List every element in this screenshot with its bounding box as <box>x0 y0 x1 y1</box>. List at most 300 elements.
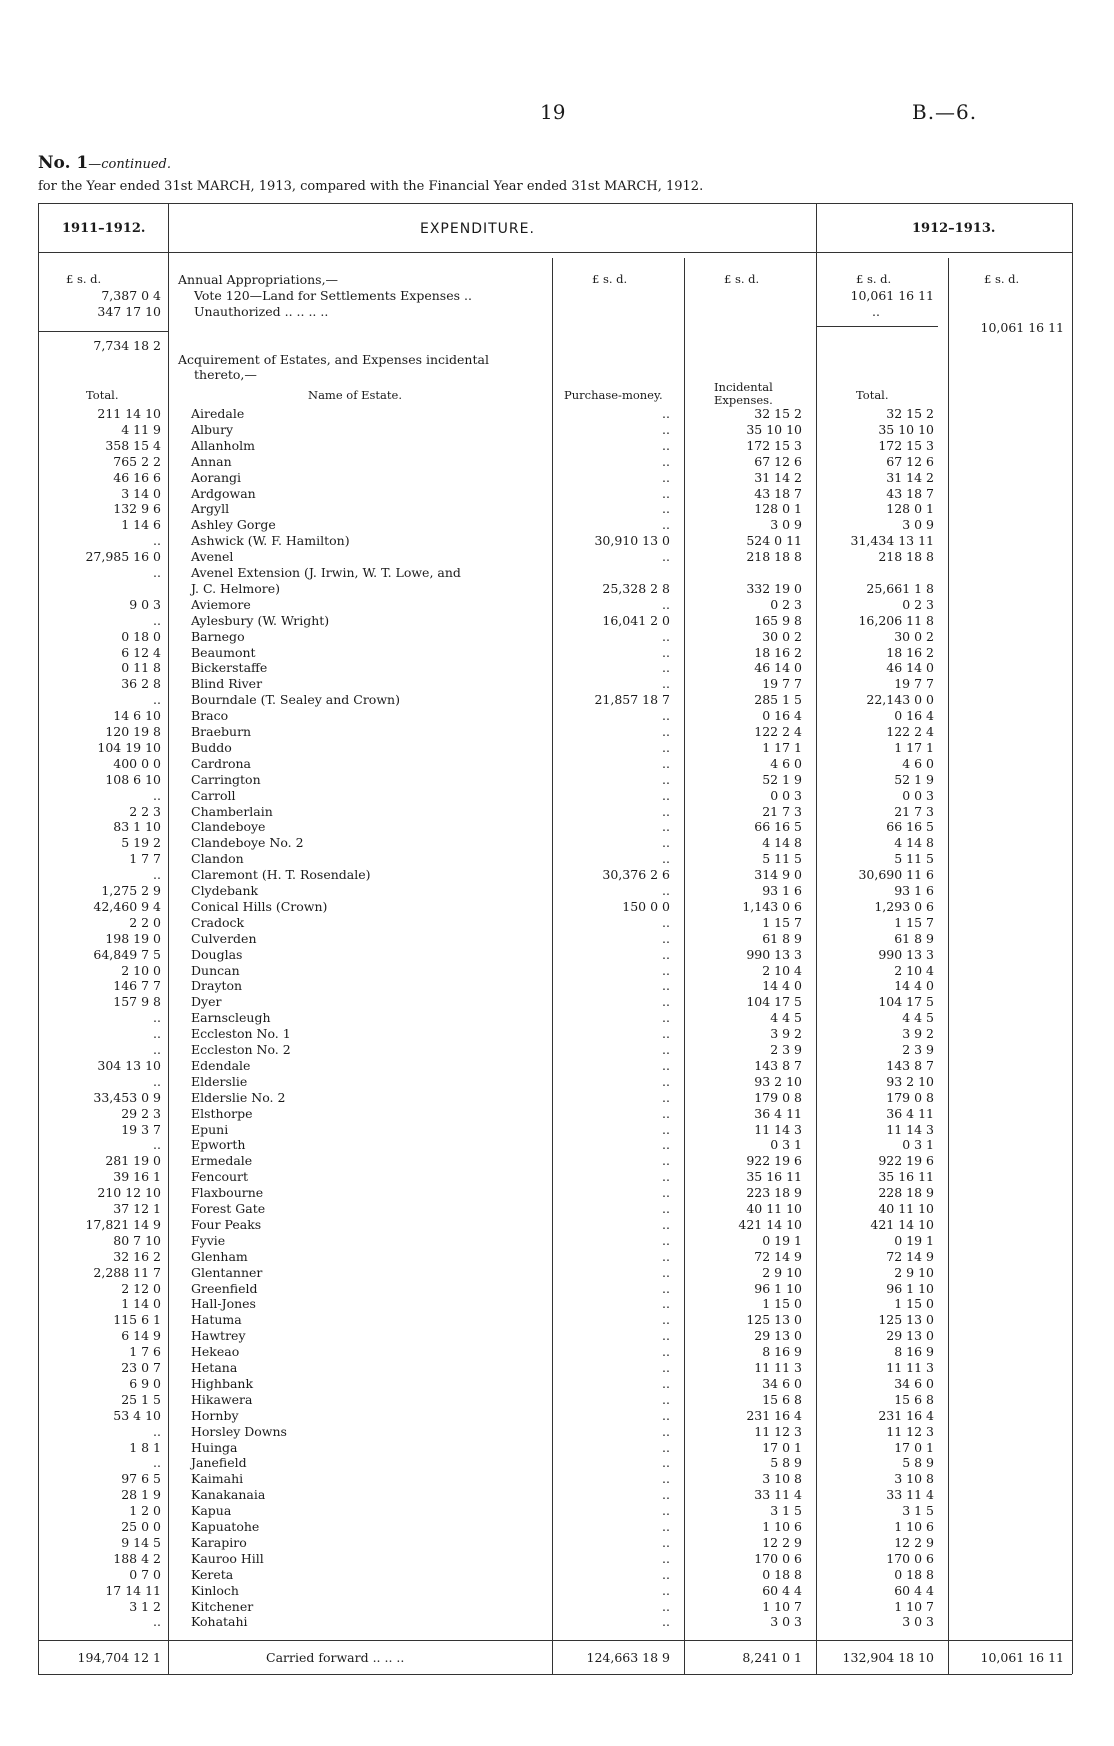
incidental-expenses-cell: 3 0 3 <box>770 1614 802 1630</box>
estate-name-cell: Edendale <box>191 1057 251 1073</box>
purchase-money-cell: .. <box>662 771 670 787</box>
table-row <box>0 1058 1114 1074</box>
prev-total-cell: 157 9 8 <box>113 994 161 1010</box>
table-row <box>0 804 1114 820</box>
total-cell: 5 11 5 <box>894 851 934 867</box>
prev-total-cell: 42,460 9 4 <box>93 898 161 914</box>
total-cell: 1 10 7 <box>894 1598 934 1614</box>
estate-name-cell: Kanakanaia <box>191 1487 266 1503</box>
total-cell: 93 1 6 <box>894 883 934 898</box>
incidental-expenses-cell: 223 18 9 <box>746 1185 802 1201</box>
purchase-money-cell: .. <box>662 1503 670 1519</box>
estate-name-cell: Fencourt <box>191 1169 249 1185</box>
incidental-expenses-cell: 14 4 0 <box>762 978 802 994</box>
prev-total-cell: .. <box>153 612 161 628</box>
incidental-expenses-cell: 4 14 8 <box>762 835 802 851</box>
incidental-expenses-cell: 46 14 0 <box>754 660 802 676</box>
table-row <box>0 1201 1114 1217</box>
total-cell: 990 13 3 <box>878 946 934 962</box>
total-cell: 2 10 4 <box>894 962 934 978</box>
incidental-expenses-cell: 19 7 7 <box>762 676 802 692</box>
incidental-expenses-cell: 30 0 2 <box>762 628 802 644</box>
purchase-money-cell: .. <box>662 819 670 835</box>
total-cell: 0 3 1 <box>902 1137 934 1153</box>
prev-total-cell: 3 14 0 <box>121 485 161 501</box>
table-row <box>0 565 1114 581</box>
estate-name-cell: Hetana <box>191 1360 238 1375</box>
incidental-expenses-cell: 3 9 2 <box>770 1026 802 1042</box>
incidental-expenses-cell: 165 9 8 <box>754 612 802 628</box>
prev-total-cell: 2 2 3 <box>129 803 161 819</box>
table-row <box>0 1185 1114 1201</box>
total-cell: 104 17 5 <box>878 994 934 1010</box>
incidental-expenses-cell: 314 9 0 <box>754 867 802 883</box>
purchase-money-cell: .. <box>662 1360 670 1375</box>
table-row <box>0 517 1114 533</box>
purchase-money-cell: .. <box>662 1550 670 1566</box>
purchase-money-cell: .. <box>662 851 670 867</box>
table-row <box>0 788 1114 804</box>
purchase-money-label: Purchase-money. <box>564 388 663 402</box>
footer-purchase-total: 124,663 18 9 <box>586 1650 670 1665</box>
prev-total-cell: .. <box>153 565 161 580</box>
total-cell: 31 14 2 <box>886 469 934 485</box>
incidental-expenses-cell: 332 19 0 <box>746 580 802 596</box>
prev-total-cell: 14 6 10 <box>113 708 161 724</box>
total-cell: 29 13 0 <box>886 1328 934 1344</box>
incidental-expenses-cell: 421 14 10 <box>738 1216 802 1232</box>
total-cell: 52 1 9 <box>894 771 934 787</box>
table-row <box>0 676 1114 692</box>
incidental-expenses-cell: 218 18 8 <box>746 549 802 565</box>
table-row <box>0 1169 1114 1185</box>
estate-name-cell: Forest Gate <box>191 1201 266 1216</box>
incidental-expenses-cell: 35 10 10 <box>746 421 802 437</box>
estate-name-cell: Dyer <box>191 994 222 1010</box>
estate-name-cell: Glenham <box>191 1248 248 1264</box>
incidental-expenses-cell: 35 16 11 <box>746 1169 802 1185</box>
appropriations-right: 10,061 16 11 <box>980 320 1064 335</box>
total-cell: 172 15 3 <box>878 437 934 453</box>
table-row <box>0 533 1114 549</box>
prev-total-cell: 0 18 0 <box>121 628 161 644</box>
estate-name-cell: Buddo <box>191 739 232 755</box>
purchase-money-cell: .. <box>662 469 670 485</box>
rule-subtotal-right <box>816 326 938 327</box>
incidental-expenses-cell: 31 14 2 <box>754 469 802 485</box>
prev-total-cell: 80 7 10 <box>113 1232 161 1248</box>
estate-name-cell: Flaxbourne <box>191 1185 264 1201</box>
purchase-money-cell: .. <box>662 724 670 739</box>
carried-forward-label: Carried forward .. .. .. <box>266 1650 405 1665</box>
purchase-money-cell: .. <box>662 485 670 501</box>
total-cell: 11 11 3 <box>886 1360 934 1375</box>
incidental-expenses-cell: 1 10 6 <box>762 1519 802 1534</box>
table-row <box>0 470 1114 486</box>
unauth-label: Unauthorized .. .. .. .. <box>194 304 329 319</box>
prev-total-cell: 6 14 9 <box>121 1328 161 1344</box>
table-row <box>0 1344 1114 1360</box>
incidental-expenses-cell: 2 10 4 <box>762 962 802 978</box>
purchase-money-cell: .. <box>662 994 670 1010</box>
subtotal-prev: 7,734 18 2 <box>93 338 161 353</box>
table-row <box>0 740 1114 756</box>
estate-name-cell: Highbank <box>191 1375 254 1391</box>
total-cell: 5 8 9 <box>902 1455 934 1471</box>
estate-name-cell: Kinloch <box>191 1582 239 1598</box>
estate-name-cell: Epworth <box>191 1137 246 1153</box>
prev-total-cell: 46 16 6 <box>113 469 161 485</box>
estate-name-cell: Clandon <box>191 851 244 867</box>
table-row <box>0 1106 1114 1122</box>
estate-name-cell: Kapua <box>191 1503 232 1519</box>
table-row <box>0 438 1114 454</box>
continued-text: —continued. <box>88 157 172 172</box>
continued-heading <box>38 153 171 173</box>
total-cell: 11 14 3 <box>886 1121 934 1137</box>
incidental-expenses-cell: 0 18 8 <box>762 1566 802 1582</box>
prev-total-cell: 146 7 7 <box>113 978 161 994</box>
total-cell: 1 10 6 <box>894 1519 934 1534</box>
prev-total-cell: 6 12 4 <box>121 644 161 660</box>
prev-total-cell: 4 11 9 <box>121 421 161 437</box>
prev-total-cell: 115 6 1 <box>113 1312 161 1328</box>
estate-name-cell: Carrington <box>191 771 261 787</box>
purchase-money-cell: .. <box>662 1057 670 1073</box>
prev-total-cell: .. <box>153 1010 161 1026</box>
total-label-prev: Total. <box>86 388 119 402</box>
incidental-expenses-cell: 125 13 0 <box>746 1312 802 1328</box>
lsd-col0: £ s. d. <box>66 272 102 286</box>
table-row <box>0 422 1114 438</box>
unauth-total: .. <box>872 304 880 319</box>
incidental-expenses-cell: 2 3 9 <box>770 1042 802 1057</box>
estate-name-cell: Huinga <box>191 1439 238 1455</box>
purchase-money-cell: .. <box>662 1169 670 1185</box>
purchase-money-cell: .. <box>662 596 670 612</box>
prev-total-cell: 132 9 6 <box>113 501 161 517</box>
prev-total-cell: 17,821 14 9 <box>85 1216 161 1232</box>
incidental-expenses-cell: 33 11 4 <box>754 1487 802 1503</box>
purchase-money-cell: .. <box>662 453 670 469</box>
purchase-money-cell: .. <box>662 1280 670 1296</box>
incidental-expenses-cell: 17 0 1 <box>762 1439 802 1455</box>
footer-prev-total: 194,704 12 1 <box>77 1650 161 1665</box>
prev-total-cell: 2,288 11 7 <box>93 1264 161 1280</box>
incidental-expenses-cell: 285 1 5 <box>754 692 802 708</box>
total-cell: 96 1 10 <box>886 1280 934 1296</box>
incidental-expenses-cell: 1 15 0 <box>762 1296 802 1312</box>
prev-total-cell: 108 6 10 <box>105 771 161 787</box>
table-row <box>0 963 1114 979</box>
total-cell: 35 16 11 <box>878 1169 934 1185</box>
estate-name-cell: Earnscleugh <box>191 1010 271 1026</box>
purchase-money-cell: .. <box>662 1185 670 1201</box>
purchase-money-cell: .. <box>662 1216 670 1232</box>
lsd-col3: £ s. d. <box>724 272 760 286</box>
total-cell: 4 14 8 <box>894 835 934 851</box>
prev-total-cell: 1 2 0 <box>129 1503 161 1519</box>
total-cell: 46 14 0 <box>886 660 934 676</box>
table-row <box>0 1551 1114 1567</box>
table-row <box>0 1567 1114 1583</box>
total-cell: 60 4 4 <box>894 1582 934 1598</box>
total-cell: 19 7 7 <box>894 676 934 692</box>
purchase-money-cell: .. <box>662 1598 670 1614</box>
incidental-expenses-cell: 3 1 5 <box>770 1503 802 1519</box>
table-row <box>0 613 1114 629</box>
purchase-money-cell: .. <box>662 1471 670 1487</box>
table-row <box>0 931 1114 947</box>
incidental-expenses-cell: 60 4 4 <box>762 1582 802 1598</box>
prev-total-cell: 304 13 10 <box>97 1057 161 1073</box>
estate-name-cell: Hawtrey <box>191 1328 246 1344</box>
estate-name-cell: Ardgowan <box>191 485 256 501</box>
purchase-money-cell: .. <box>662 1328 670 1344</box>
incidental-expenses-cell: 36 4 11 <box>754 1105 802 1121</box>
total-cell: 0 2 3 <box>902 596 934 612</box>
estate-name-cell: Carroll <box>191 787 236 803</box>
table-row <box>0 1042 1114 1058</box>
total-cell: 3 0 9 <box>902 517 934 533</box>
purchase-money-cell: .. <box>662 628 670 644</box>
purchase-money-cell: .. <box>662 1137 670 1153</box>
total-cell: 421 14 10 <box>870 1216 934 1232</box>
estate-name-cell: Kitchener <box>191 1598 254 1614</box>
total-cell: 3 10 8 <box>894 1471 934 1487</box>
purchase-money-cell: .. <box>662 421 670 437</box>
incidental-expenses-cell: 11 11 3 <box>754 1360 802 1375</box>
prev-total-cell: 2 12 0 <box>121 1280 161 1296</box>
purchase-money-cell: 30,376 2 6 <box>602 867 670 883</box>
incidental-expenses-cell: 3 0 9 <box>770 517 802 533</box>
estate-name-cell: Elderslie <box>191 1073 248 1089</box>
incidental-expenses-cell: 32 15 2 <box>754 406 802 421</box>
total-cell: 16,206 11 8 <box>858 612 934 628</box>
purchase-money-cell: .. <box>662 708 670 724</box>
prev-total-cell: 3 1 2 <box>129 1598 161 1614</box>
incidental-expenses-cell: 0 16 4 <box>762 708 802 724</box>
incidental-expenses-cell: 922 19 6 <box>746 1153 802 1169</box>
purchase-money-cell: .. <box>662 1232 670 1248</box>
incidental-expenses-cell: 170 0 6 <box>754 1550 802 1566</box>
prev-total-cell: .. <box>153 533 161 549</box>
table-row <box>0 1090 1114 1106</box>
estate-name-cell: Cradock <box>191 914 245 930</box>
incidental-expenses-cell: 52 1 9 <box>762 771 802 787</box>
estate-name-cell: Kohatahi <box>191 1614 248 1630</box>
purchase-money-cell: 16,041 2 0 <box>602 612 670 628</box>
incidental-expenses-cell: 93 2 10 <box>754 1073 802 1089</box>
header-expenditure: EXPENDITURE. <box>420 221 535 237</box>
prev-total-cell: 1,275 2 9 <box>101 883 161 898</box>
prev-total-cell: 28 1 9 <box>121 1487 161 1503</box>
total-cell: 93 2 10 <box>886 1073 934 1089</box>
table-row <box>0 1217 1114 1233</box>
vote-total: 10,061 16 11 <box>850 288 934 303</box>
incidental-expenses-cell: 61 8 9 <box>762 930 802 946</box>
estate-name-cell: Duncan <box>191 962 240 978</box>
prev-total-cell: 32 16 2 <box>113 1248 161 1264</box>
estate-name-cell: Ashwick (W. F. Hamilton) <box>191 533 350 549</box>
purchase-money-cell: .. <box>662 644 670 660</box>
total-cell: 35 10 10 <box>878 421 934 437</box>
purchase-money-cell: 150 0 0 <box>622 898 670 914</box>
purchase-money-cell: .. <box>662 406 670 421</box>
estate-name-cell: Drayton <box>191 978 243 994</box>
purchase-money-cell: .. <box>662 755 670 771</box>
incidental-expenses-cell: 67 12 6 <box>754 453 802 469</box>
table-row <box>0 1233 1114 1249</box>
purchase-money-cell: .. <box>662 517 670 533</box>
table-row <box>0 1535 1114 1551</box>
estate-name-cell: Avenel <box>191 549 234 565</box>
table-row <box>0 1010 1114 1026</box>
estate-name-cell: Ashley Gorge <box>191 517 276 533</box>
total-cell: 32 15 2 <box>886 406 934 421</box>
incidental-expenses-cell: 1 15 7 <box>762 914 802 930</box>
incidental-expenses-cell: 0 19 1 <box>762 1232 802 1248</box>
total-cell: 231 16 4 <box>878 1407 934 1423</box>
total-cell: 40 11 10 <box>878 1201 934 1216</box>
estate-name-cell: Aylesbury (W. Wright) <box>191 612 330 628</box>
purchase-money-cell: .. <box>662 1042 670 1057</box>
prev-total-cell: 0 11 8 <box>121 660 161 676</box>
estate-name-cell: J. C. Helmore) <box>191 580 280 596</box>
rule-bottom <box>38 1674 1072 1675</box>
total-label-current: Total. <box>856 388 889 402</box>
prev-total-cell: 17 14 11 <box>105 1582 161 1598</box>
table-row <box>0 581 1114 597</box>
purchase-money-cell: .. <box>662 1105 670 1121</box>
estate-name-cell: Cardrona <box>191 755 251 771</box>
estate-name-cell: Karapiro <box>191 1534 247 1550</box>
incidental-expenses-cell: 1 10 7 <box>762 1598 802 1614</box>
estate-name-cell: Kereta <box>191 1566 234 1582</box>
total-cell: 1 15 7 <box>894 914 934 930</box>
total-cell: 72 14 9 <box>886 1248 934 1264</box>
prev-total-cell: 64,849 7 5 <box>93 946 161 962</box>
table-row <box>0 772 1114 788</box>
total-cell: 218 18 8 <box>878 549 934 565</box>
prev-total-cell: .. <box>153 787 161 803</box>
purchase-money-cell: .. <box>662 1391 670 1407</box>
table-row <box>0 486 1114 502</box>
incidental-expenses-cell: 524 0 11 <box>746 533 802 549</box>
total-cell: 1 17 1 <box>894 739 934 755</box>
total-cell: 2 3 9 <box>902 1042 934 1057</box>
total-cell: 43 18 7 <box>886 485 934 501</box>
rule-top <box>38 203 1072 204</box>
page-number: 19 <box>540 100 566 124</box>
footer-incidental-total: 8,241 0 1 <box>742 1650 802 1665</box>
table-row <box>0 1122 1114 1138</box>
purchase-money-cell: .. <box>662 1614 670 1630</box>
total-cell: 4 4 5 <box>902 1010 934 1026</box>
total-cell: 2 9 10 <box>894 1264 934 1280</box>
estate-name-cell: Airedale <box>191 406 245 421</box>
total-cell: 21 7 3 <box>894 803 934 819</box>
rule-header-bottom <box>38 252 1072 253</box>
purchase-money-cell: .. <box>662 1073 670 1089</box>
prev-total-cell: 400 0 0 <box>113 755 161 771</box>
table-row <box>0 1583 1114 1599</box>
incidental-expenses-cell: 231 16 4 <box>746 1407 802 1423</box>
purchase-money-cell: .. <box>662 1153 670 1169</box>
total-cell: 125 13 0 <box>878 1312 934 1328</box>
purchase-money-cell: .. <box>662 1344 670 1360</box>
table-row <box>0 645 1114 661</box>
estate-name-cell: Bickerstaffe <box>191 660 268 676</box>
incidental-expenses-cell: 172 15 3 <box>746 437 802 453</box>
table-row <box>0 1408 1114 1424</box>
purchase-money-cell: .. <box>662 914 670 930</box>
prev-total-cell: 23 0 7 <box>121 1360 161 1375</box>
purchase-money-cell: .. <box>662 1201 670 1216</box>
table-row <box>0 1265 1114 1281</box>
purchase-money-cell: .. <box>662 962 670 978</box>
prev-total-cell: 9 14 5 <box>121 1534 161 1550</box>
prev-total-cell: .. <box>153 1042 161 1057</box>
incidental-expenses-cell: 8 16 9 <box>762 1344 802 1360</box>
purchase-money-cell: 30,910 13 0 <box>594 533 670 549</box>
total-cell: 36 4 11 <box>886 1105 934 1121</box>
total-cell: 170 0 6 <box>886 1550 934 1566</box>
total-cell: 8 16 9 <box>894 1344 934 1360</box>
total-cell: 3 0 3 <box>902 1614 934 1630</box>
estate-name-cell: Eccleston No. 1 <box>191 1026 291 1042</box>
prev-total-cell: 211 14 10 <box>97 406 161 421</box>
estate-name-cell: Ermedale <box>191 1153 253 1169</box>
table-row <box>0 819 1114 835</box>
prev-total-cell: 83 1 10 <box>113 819 161 835</box>
incidental-expenses-cell: 29 13 0 <box>754 1328 802 1344</box>
estate-name-cell: Barnego <box>191 628 245 644</box>
purchase-money-cell: .. <box>662 835 670 851</box>
prev-total-cell: 6 9 0 <box>129 1375 161 1391</box>
prev-total-cell: 5 19 2 <box>121 835 161 851</box>
unauth-prev: 347 17 10 <box>97 304 161 319</box>
total-cell: 0 16 4 <box>894 708 934 724</box>
total-cell: 31,434 13 11 <box>850 533 934 549</box>
incidental-expenses-cell: 5 8 9 <box>770 1455 802 1471</box>
purchase-money-cell: 25,328 2 8 <box>602 580 670 596</box>
purchase-money-cell: .. <box>662 1264 670 1280</box>
table-row <box>0 1424 1114 1440</box>
table-row <box>0 708 1114 724</box>
estate-name-cell: Braeburn <box>191 724 252 739</box>
incidental-expenses-cell: 11 14 3 <box>754 1121 802 1137</box>
lsd-col2: £ s. d. <box>592 272 628 286</box>
table-row <box>0 501 1114 517</box>
prev-total-cell: .. <box>153 1137 161 1153</box>
purchase-money-cell: .. <box>662 883 670 898</box>
purchase-money-cell: .. <box>662 1487 670 1503</box>
incidental-expenses-cell: 40 11 10 <box>746 1201 802 1216</box>
purchase-money-cell: .. <box>662 1534 670 1550</box>
estate-name-cell: Chamberlain <box>191 803 273 819</box>
purchase-money-cell: 21,857 18 7 <box>594 692 670 708</box>
table-row <box>0 1249 1114 1265</box>
purchase-money-cell: .. <box>662 1375 670 1391</box>
purchase-money-cell: .. <box>662 1423 670 1439</box>
purchase-money-cell: .. <box>662 1248 670 1264</box>
incidental-expenses-cell: 143 8 7 <box>754 1057 802 1073</box>
incidental-expenses-cell: 0 0 3 <box>770 787 802 803</box>
purchase-money-cell: .. <box>662 1439 670 1455</box>
total-cell: 3 1 5 <box>902 1503 934 1519</box>
table-row <box>0 549 1114 565</box>
